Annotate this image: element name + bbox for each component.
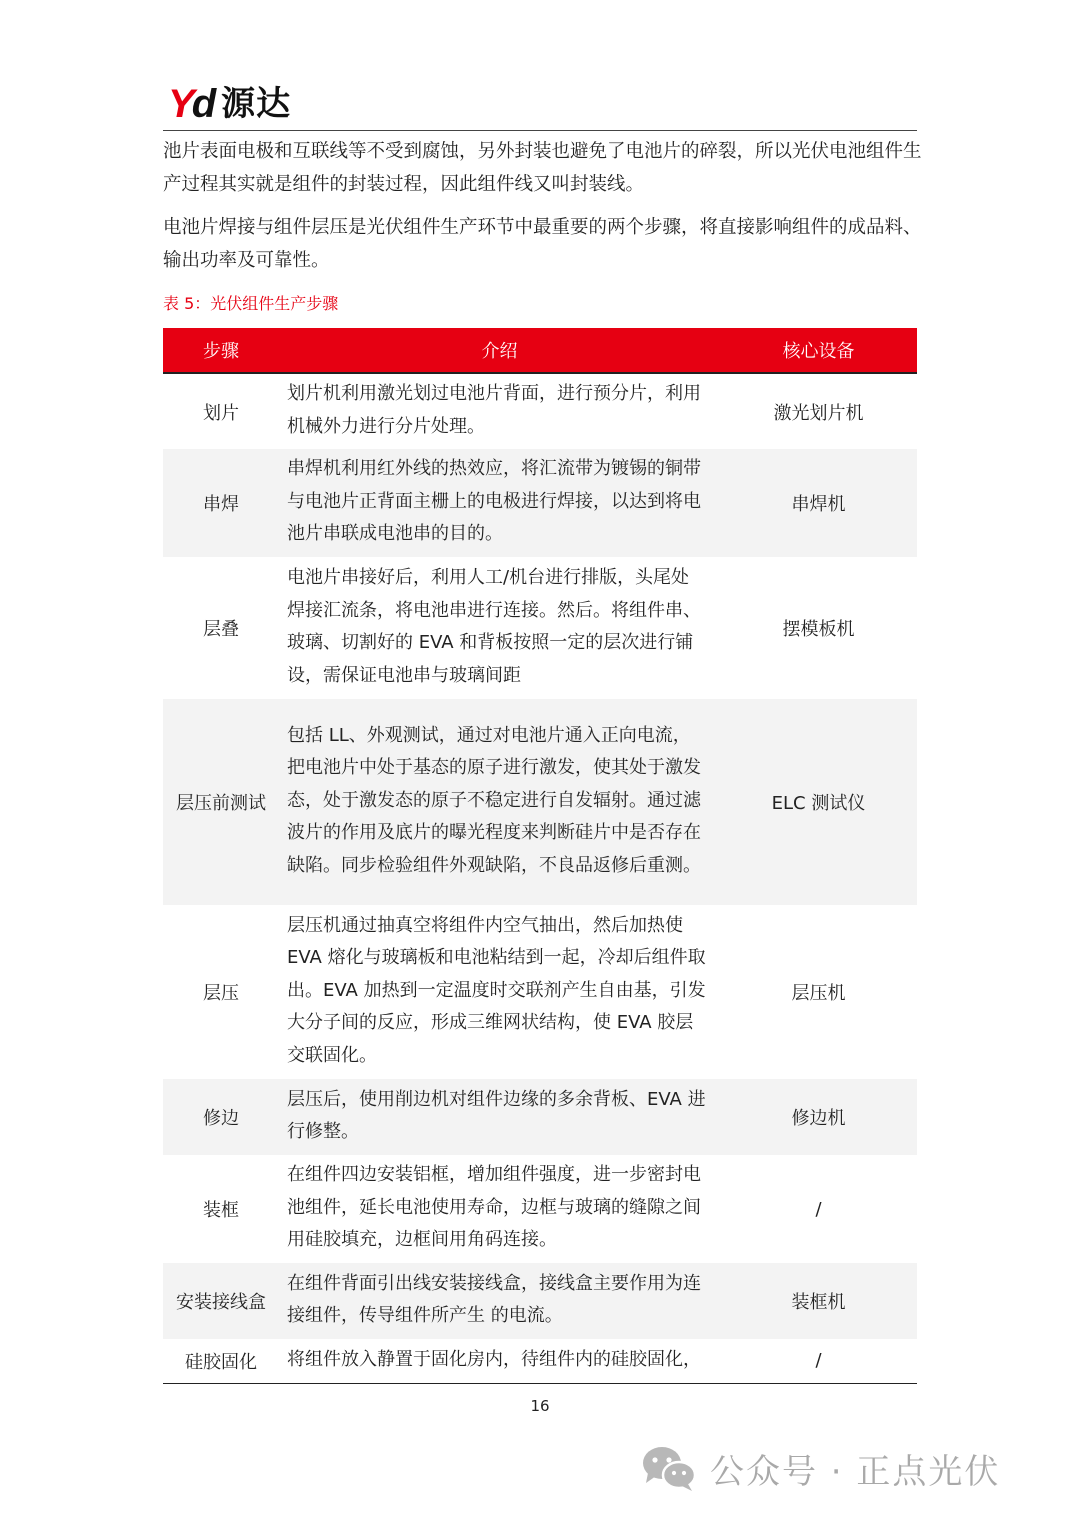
table-caption: 表 5：光伏组件生产步骤 [163, 294, 339, 313]
equipment-cell: ELC 测试仪 [720, 699, 917, 905]
table-row [163, 1079, 917, 1155]
step-cell: 层压前测试 [163, 699, 279, 905]
watermark-text: 公众号 · 正点光伏 [710, 1451, 1001, 1492]
equipment-cell: 激光划片机 [773, 402, 864, 424]
intro-cell: 划片机利用激光划过电池片背面，进行预分片，利用机械外力进行分片处理。 [287, 383, 701, 437]
intro-cell: 在组件四边安装铝框，增加组件强度，进一步密封电池组件，延长电池使用寿命，边框与玻璃的缝隙之间用硅胶填充，边框间用角码连接。 [287, 1164, 701, 1251]
watermark [640, 1440, 1000, 1496]
step-cell: 硅胶固化 [163, 1339, 279, 1383]
wechat-icon [640, 1443, 698, 1493]
equipment-cell: 摆模板机 [782, 619, 855, 640]
body-paragraph-1: 池片表面电极和互联线等不受到腐蚀，另外封装也避免了电池片的碎裂，所以光伏电池组件生产过程其实就是组件的封装过程，因此组件线又叫封装线。 [163, 141, 922, 195]
table-header-row [163, 328, 917, 373]
header-divider [163, 130, 917, 131]
intro-cell: 层压后，使用削边机对组件边缘的多余背板、EVA 进行修整。 [279, 1079, 720, 1155]
equipment-cell: 层压机 [791, 983, 846, 1004]
table-row [163, 699, 917, 905]
table-row [163, 905, 917, 1079]
intro-cell: 包括 LL、外观测试，通过对电池片通入正向电流，把电池片中处于基态的原子进行激发，使其处于激发态，处于激发态的原子不稳定进行自发辐射。通过滤波片的作用及底片的曝光程度来判断硅片中是否存在缺陷。同步检验组件外观缺陷，不良品返修后重测。 [279, 699, 720, 905]
equipment-cell: 串焊机 [720, 449, 917, 557]
intro-cell: 层压机通过抽真空将组件内空气抽出，然后加热使 EVA 熔化与玻璃板和电池粘结到一起，冷却后组件取出。EVA 加热到一定温度时交联剂产生自由基，引发大分子间的反应，形成三维网状结构，使 EVA 胶层交联固化。 [287, 914, 706, 1066]
intro-cell: 串焊机利用红外线的热效应，将汇流带为镀锡的铜带与电池片正背面主栅上的电极进行焊接，以达到将电池片串联成电池串的目的。 [279, 449, 720, 557]
intro-cell: 在组件背面引出线安装接线盒，接线盒主要作用为连接组件，传导组件所产生 的电流。 [279, 1263, 720, 1339]
body-paragraph-2: 电池片焊接与组件层压是光伏组件生产环节中最重要的两个步骤，将直接影响组件的成品料、输出功率及可靠性。 [163, 217, 922, 271]
step-cell: 修边 [163, 1079, 279, 1155]
header-intro: 介绍 [279, 328, 720, 373]
step-cell: 层叠 [203, 619, 239, 640]
table-row [163, 1339, 917, 1383]
table-row [163, 449, 917, 557]
intro-cell: 将组件放入静置于固化房内，待组件内的硅胶固化， [279, 1339, 720, 1383]
company-logo [168, 82, 291, 126]
equipment-cell: 装框机 [720, 1263, 917, 1339]
step-cell: 串焊 [163, 449, 279, 557]
intro-cell: 电池片串接好后，利用人工/机台进行排版，头尾处焊接汇流条，将电池串进行连接。然后。将组件串、玻璃、切割好的 EVA 和背板按照一定的层次进行铺设，需保证电池串与玻璃间距 [287, 567, 701, 686]
step-cell: 安装接线盒 [163, 1263, 279, 1339]
equipment-cell: / [720, 1339, 917, 1383]
step-cell: 划片 [203, 402, 239, 424]
table-row [163, 557, 917, 699]
header-equipment: 核心设备 [720, 328, 917, 373]
page-number: 16 [530, 1397, 550, 1415]
logo-mark: Yd [168, 82, 214, 126]
header-step: 步骤 [163, 328, 279, 373]
table-row [163, 1263, 917, 1339]
equipment-cell: 修边机 [720, 1079, 917, 1155]
step-cell: 层压 [203, 983, 239, 1004]
table-row [163, 1155, 917, 1263]
logo-text: 源达 [221, 84, 292, 124]
equipment-cell: / [815, 1198, 822, 1220]
production-steps-table [163, 328, 917, 1384]
step-cell: 装框 [203, 1200, 239, 1221]
table-row [163, 373, 917, 449]
